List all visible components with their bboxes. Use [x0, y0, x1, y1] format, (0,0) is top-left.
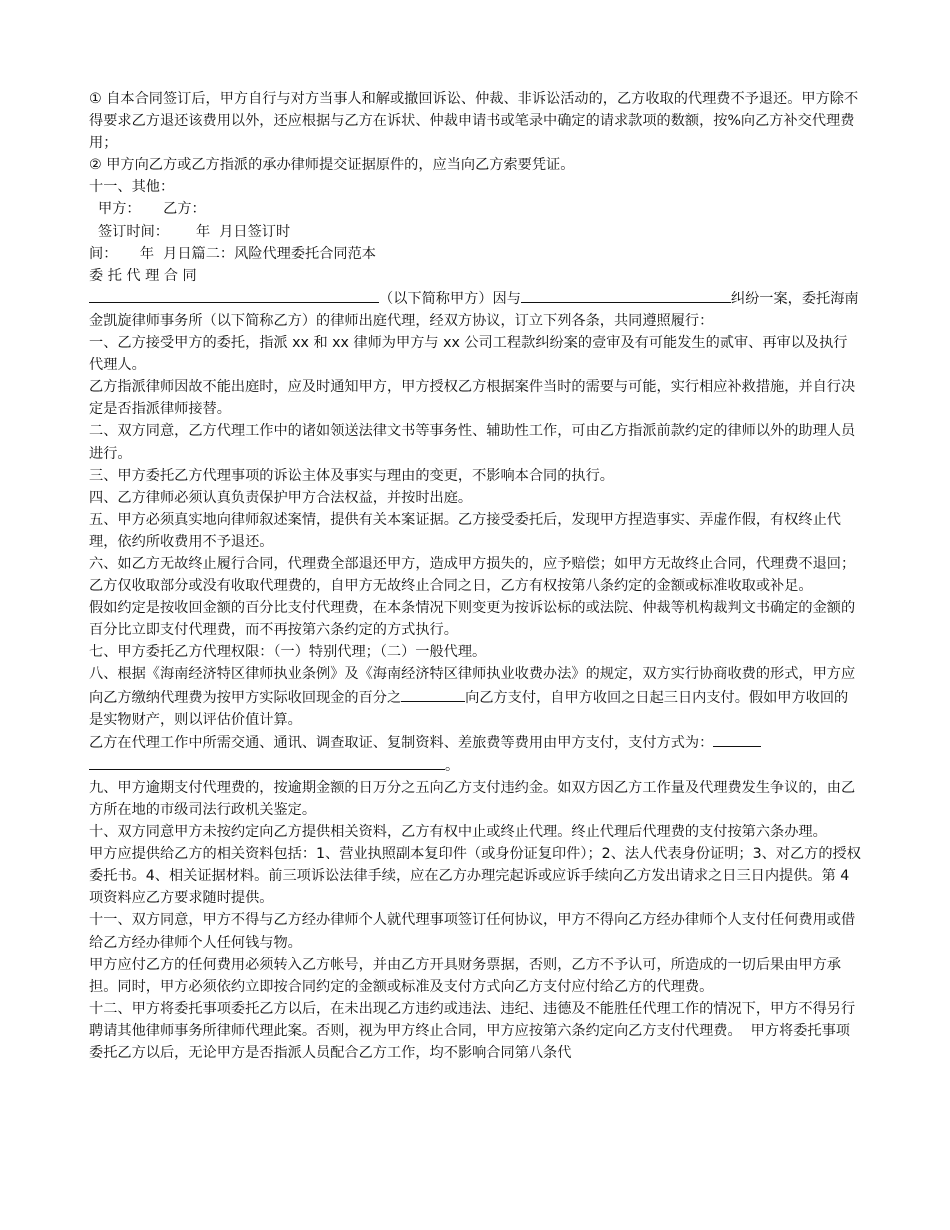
text-parties-b: 纠纷一案，委托海南金凯旋律师事务所（以下简称乙方）的律师出庭代理，经双方协议，订立下列各条，共同遵照履行： — [89, 290, 859, 329]
paragraph-parties — [89, 287, 861, 332]
blank-percentage — [401, 686, 465, 702]
clause-11-payment: 甲方应付乙方的任何费用必须转入乙方帐号，并由乙方开具财务票据，否则，乙方不予认可，所造成的一切后果由甲方承担。同时，甲方必须依约立即按合同约定的金额或标准及支付方式向乙方支付应付给乙方的代理费。 — [89, 956, 841, 995]
signing-time-line: 签订时间： 年 月日签订时 — [89, 223, 291, 240]
text-clause-8-a: 八、根据《海南经济特区律师执业条例》及《海南经济特区律师执业收费办法》的规定，双方实行协商收费的形式，甲方应向乙方缴纳代理费为按甲方实际收回现金的百分之 — [89, 666, 856, 706]
clause-1-note: 乙方指派律师因故不能出庭时，应及时通知甲方，甲方授权乙方根据案件当时的需要与可能，实行相应补救措施，并自行决定是否指派律师接替。 — [89, 379, 856, 418]
paragraph-evidence-receipt: ② 甲方向乙方或乙方指派的承办律师提交证据原件的，应当向乙方索要凭证。 — [89, 157, 575, 174]
clause-6-note: 假如约定是按收回金额的百分比支付代理费，在本条情况下则变更为按诉讼标的或法院、仲裁等机构裁判文书确定的金额的百分比立即支付代理费，而不再按第六条约定的方式执行。 — [89, 600, 856, 639]
clause-1: 一、乙方接受甲方的委托，指派 xx 和 xx 律师为甲方与 xx 公司工程款纠纷案的壹审及有可能发生的贰审、再审以及执行代理人。 — [89, 335, 848, 374]
signature-parties: 甲方： 乙方： — [89, 201, 206, 218]
text-expenses: 乙方在代理工作中所需交通、通讯、调查取证、复制资料、差旅费等费用由甲方支付，支付方式为： — [89, 734, 714, 751]
clause-10-materials: 甲方应提供给乙方的相关资料包括：1、营业执照副本复印件（或身份证复印件）；2、法人代表身份证明；3、对乙方的授权委托书。4、相关证据材料。前三项诉讼法律手续，应在乙方办理完起诉或应诉手续向乙方发出请求之日三日内提供。第 4 项资料应乙方要求随时提供。 — [89, 846, 861, 907]
blank-dispute — [521, 287, 731, 303]
blank-payment-method-2 — [89, 754, 445, 770]
clause-8-expenses — [89, 731, 861, 777]
clause-6: 六、如乙方无故终止履行合同，代理费全部退还甲方，造成甲方损失的，应予赔偿；如甲方无故终止合同，代理费不退回；乙方仅收取部分或没有收取代理费的，自甲方无故终止合同之日，乙方有权按第八条约定的金额或标准收取或补足。 — [89, 555, 856, 595]
contract-document — [89, 88, 861, 1064]
clause-4: 四、乙方律师必须认真负责保护甲方合法权益，并按时出庭。 — [89, 489, 473, 506]
clause-7: 七、甲方委托乙方代理权限：（一）特别代理；（二）一般代理。 — [89, 644, 487, 661]
section-heading-other: 十一、其他： — [89, 179, 175, 196]
clause-8 — [89, 663, 861, 730]
clause-9: 九、甲方逾期支付代理费的，按逾期金额的日万分之五向乙方支付违约金。如双方因乙方工作量及代理费发生争议的，由乙方所在地的市级司法行政机关鉴定。 — [89, 779, 856, 818]
text-clause-8-b: 向乙方支付，自甲方收回之日起三日内支付。假如甲方收回的是实物财产，则以评估价值计算。 — [89, 689, 849, 728]
signing-time-continued: 间： 年 月日篇二：风险代理委托合同范本 — [89, 245, 376, 262]
clause-2: 二、双方同意，乙方代理工作中的诸如领送法律文书等事务性、辅助性工作，可由乙方指派前款约定的律师以外的助理人员进行。 — [89, 423, 856, 462]
clause-3: 三、甲方委托乙方代理事项的诉讼主体及事实与理由的变更，不影响本合同的执行。 — [89, 467, 614, 484]
clause-11: 十一、双方同意，甲方不得与乙方经办律师个人就代理事项签订任何协议，甲方不得向乙方经办律师个人支付任何费用或借给乙方经办律师个人任何钱与物。 — [89, 912, 856, 951]
clause-10: 十、双方同意甲方未按约定向乙方提供相关资料，乙方有权中止或终止代理。终止代理后代理费的支付按第六条办理。 — [89, 824, 827, 841]
blank-party-a — [89, 287, 379, 303]
text-expenses-end: 。 — [445, 757, 460, 774]
clause-12: 十二、甲方将委托事项委托乙方以后，在未出现乙方违约或违法、违纪、违德及不能胜任代理工作的情况下，甲方不得另行聘请其他律师事务所律师代理此案。否则，视为甲方终止合同，甲方应按第六条约定向乙方支付代理费。 甲方将委托事项委托乙方以后，无论甲方是否指派人员配合乙方工作，均不影响合同第八条代 — [89, 1000, 856, 1062]
contract-title: 委 托 代 理 合 同 — [89, 267, 197, 284]
blank-payment-method-1 — [713, 731, 761, 747]
clause-5: 五、甲方必须真实地向律师叙述案情，提供有关本案证据。乙方接受委托后，发现甲方捏造事实、弄虚作假，有权终止代理，依约所收费用不予退还。 — [89, 511, 841, 550]
paragraph-refund-clause: ① 自本合同签订后，甲方自行与对方当事人和解或撤回诉讼、仲裁、非诉讼活动的，乙方收取的代理费不予退还。甲方除不得要求乙方退还该费用以外，还应根据与乙方在诉状、仲裁申请书或笔录中确定的请求款项的数额，按%向乙方补交代理费用； — [89, 91, 859, 152]
text-parties-a: （以下简称甲方）因与 — [379, 290, 521, 307]
